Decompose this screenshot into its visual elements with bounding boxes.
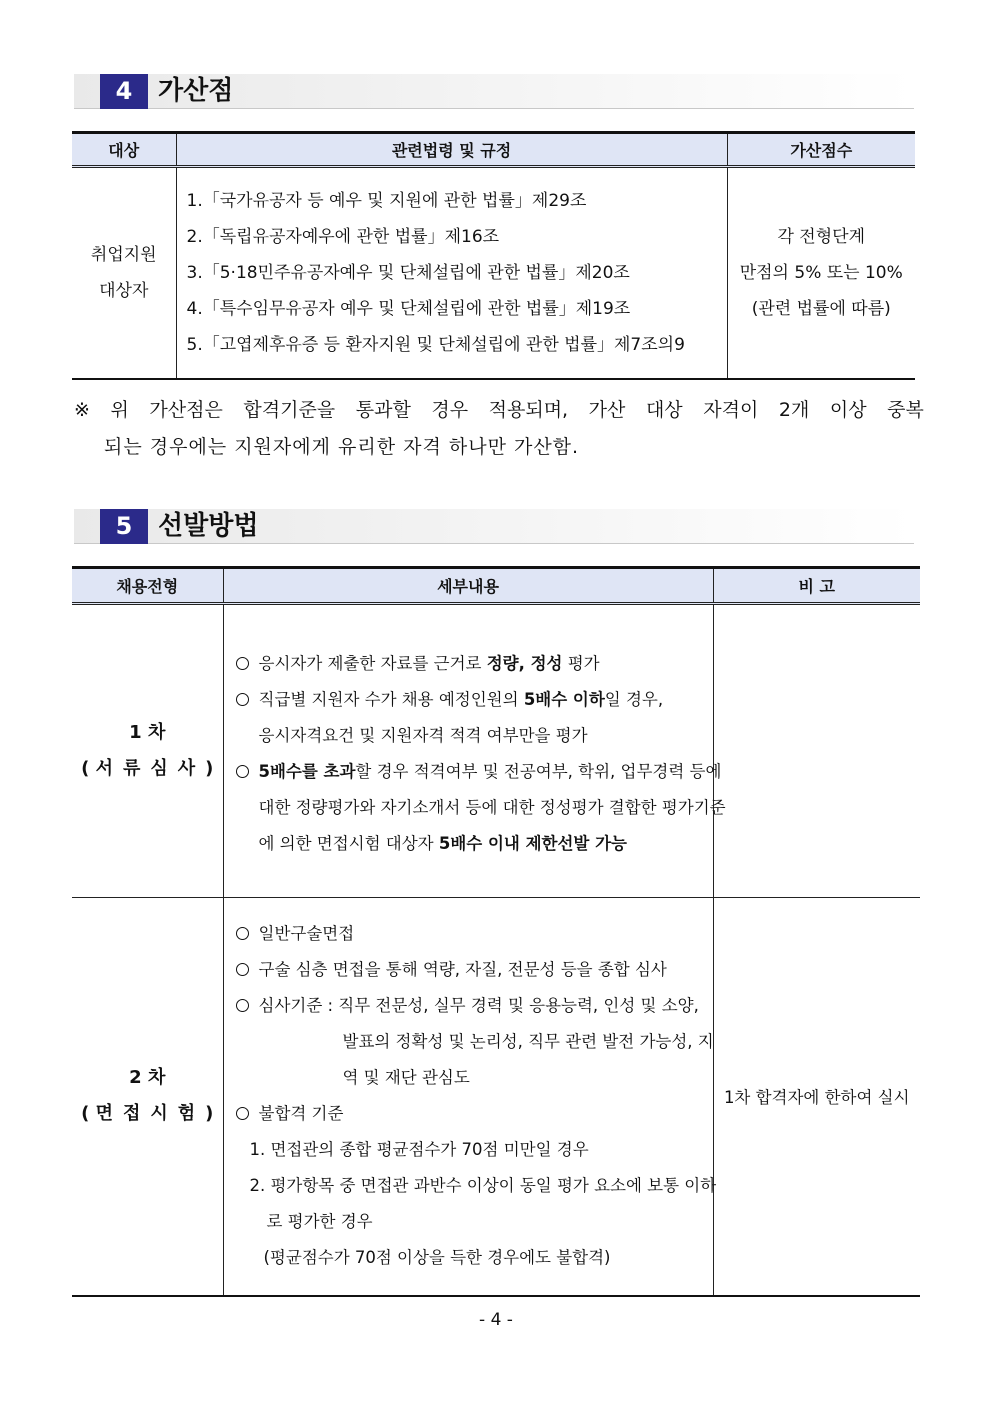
laws-cell	[176, 167, 727, 379]
law-item: 5.「고엽제후유증 등 환자지원 및 단체설립에 관한 법률」제7조의9	[186, 334, 685, 355]
section-5-header	[74, 509, 914, 545]
section-number: 4	[100, 74, 148, 109]
target-cell	[72, 167, 176, 379]
paren-open: (	[81, 758, 90, 779]
bonus-note	[74, 392, 924, 466]
stage-subtitle	[72, 751, 223, 787]
note-word: 이상	[829, 399, 867, 421]
score-line: (관련 법률에 따름)	[751, 298, 891, 319]
law-item: 4.「특수임무유공자 예우 및 단체설립에 관한 법률」제19조	[186, 298, 631, 319]
detail-line: 역 및 재단 관심도	[342, 1068, 470, 1088]
note-word: 자격이	[703, 399, 759, 421]
stage-2-row	[72, 898, 920, 1296]
stage-name: 1 차	[129, 722, 166, 743]
section-title: 선발방법	[158, 511, 259, 541]
score-line: 각 전형단계	[777, 226, 865, 247]
circle-bullet-icon	[236, 999, 249, 1012]
target-line: 취업지원	[90, 244, 157, 265]
note-word: 위	[110, 399, 129, 421]
section-title: 가산점	[158, 76, 234, 106]
selection-method-table	[72, 566, 920, 1297]
detail-line: 발표의 정확성 및 논리성, 직무 관련 발전 가능성, 지	[342, 1032, 714, 1052]
circle-bullet-icon	[236, 765, 249, 778]
stage-1-details	[223, 604, 726, 898]
note-line-1	[74, 392, 924, 429]
stage-1-cell	[72, 604, 223, 898]
bonus-points-table	[72, 131, 915, 380]
stage-1-remark	[713, 604, 920, 898]
note-word: 통과할	[355, 399, 411, 421]
paren-close: )	[205, 1103, 214, 1125]
note-word: 가산	[588, 399, 626, 421]
detail-line: 구술 심층 면접을 통해 역량, 자질, 전문성 등을 종합 심사	[224, 952, 713, 988]
detail-line: 일반구술면접	[224, 916, 713, 952]
note-word: 합격기준을	[243, 399, 336, 421]
detail-line: 불합격 기준	[224, 1096, 713, 1132]
detail-line: 심사기준 : 직무 전문성, 실무 경력 및 응용능력, 인성 및 소양,	[224, 988, 713, 1024]
fail-note: (평균점수가 70점 이상을 득한 경우에도 불합격)	[263, 1248, 611, 1268]
header-details: 세부내용	[223, 568, 713, 604]
detail-line: 응시자격요건 및 지원자격 적격 여부만을 평가	[258, 726, 588, 745]
stage-2-cell	[72, 898, 223, 1296]
note-word: 적용되며,	[488, 399, 569, 421]
target-line: 대상자	[99, 280, 149, 301]
circle-bullet-icon	[236, 927, 249, 940]
law-item: 3.「5·18민주유공자예우 및 단체설립에 관한 법률」제20조	[186, 262, 630, 283]
note-word: 가산점은	[149, 399, 223, 421]
stage-2-details	[223, 898, 717, 1296]
note-word: 2개	[778, 399, 810, 421]
page-number: - 4 -	[479, 1310, 513, 1330]
section-4-header	[74, 74, 914, 110]
header-stage: 채용전형	[72, 568, 223, 604]
note-word: 대상	[645, 399, 683, 421]
stage-subtitle-text: 면접시험	[95, 1103, 206, 1125]
stage-subtitle-text: 서류심사	[95, 758, 206, 779]
stage-2-remark: 1차 합격자에 한하여 실시	[713, 898, 920, 1296]
detail-line: 대한 정량평가와 자기소개서 등에 대한 정성평가 결합한 평가기준	[258, 798, 726, 817]
note-word: 중복	[887, 399, 924, 421]
note-word: 경우	[431, 399, 469, 421]
fail-criterion-cont: 로 평가한 경우	[266, 1212, 373, 1232]
score-line: 만점의 5% 또는 10%	[739, 262, 903, 283]
circle-bullet-icon	[236, 693, 249, 706]
law-item: 1.「국가유공자 등 예우 및 지원에 관한 법률」제29조	[186, 190, 587, 211]
header-laws: 관련법령 및 규정	[176, 133, 727, 167]
fail-criterion: 1. 면접관의 종합 평균점수가 70점 미만일 경우	[249, 1140, 589, 1160]
header-score: 가산점수	[727, 133, 915, 167]
stage-1-row	[72, 604, 920, 898]
section-number: 5	[100, 509, 148, 544]
fail-criterion: 2. 평가항목 중 면접관 과반수 이상이 동일 평가 요소에 보통 이하	[249, 1176, 717, 1196]
circle-bullet-icon	[236, 657, 249, 670]
circle-bullet-icon	[236, 1107, 249, 1120]
header-remark: 비 고	[713, 568, 920, 604]
paren-close: )	[205, 758, 214, 779]
law-item: 2.「독립유공자예우에 관한 법률」제16조	[186, 226, 500, 247]
stage-subtitle	[72, 1096, 223, 1132]
detail-line: 직급별 지원자 수가 채용 예정인원의 5배수 이하일 경우,	[224, 682, 713, 718]
paren-open: (	[81, 1103, 90, 1125]
note-word: ※	[74, 399, 90, 421]
note-line-2: 되는 경우에는 지원자에게 유리한 자격 하나만 가산함.	[104, 436, 580, 458]
detail-line: 에 의한 면접시험 대상자 5배수 이내 제한선발 가능	[258, 834, 627, 853]
detail-line: 5배수를 초과할 경우 적격여부 및 전공여부, 학위, 업무경력 등에	[224, 754, 713, 790]
header-target: 대상	[72, 133, 176, 167]
stage-name: 2 차	[129, 1067, 166, 1089]
detail-line: 응시자가 제출한 자료를 근거로 정량, 정성 평가	[224, 646, 713, 682]
circle-bullet-icon	[236, 963, 249, 976]
score-cell	[727, 167, 915, 379]
